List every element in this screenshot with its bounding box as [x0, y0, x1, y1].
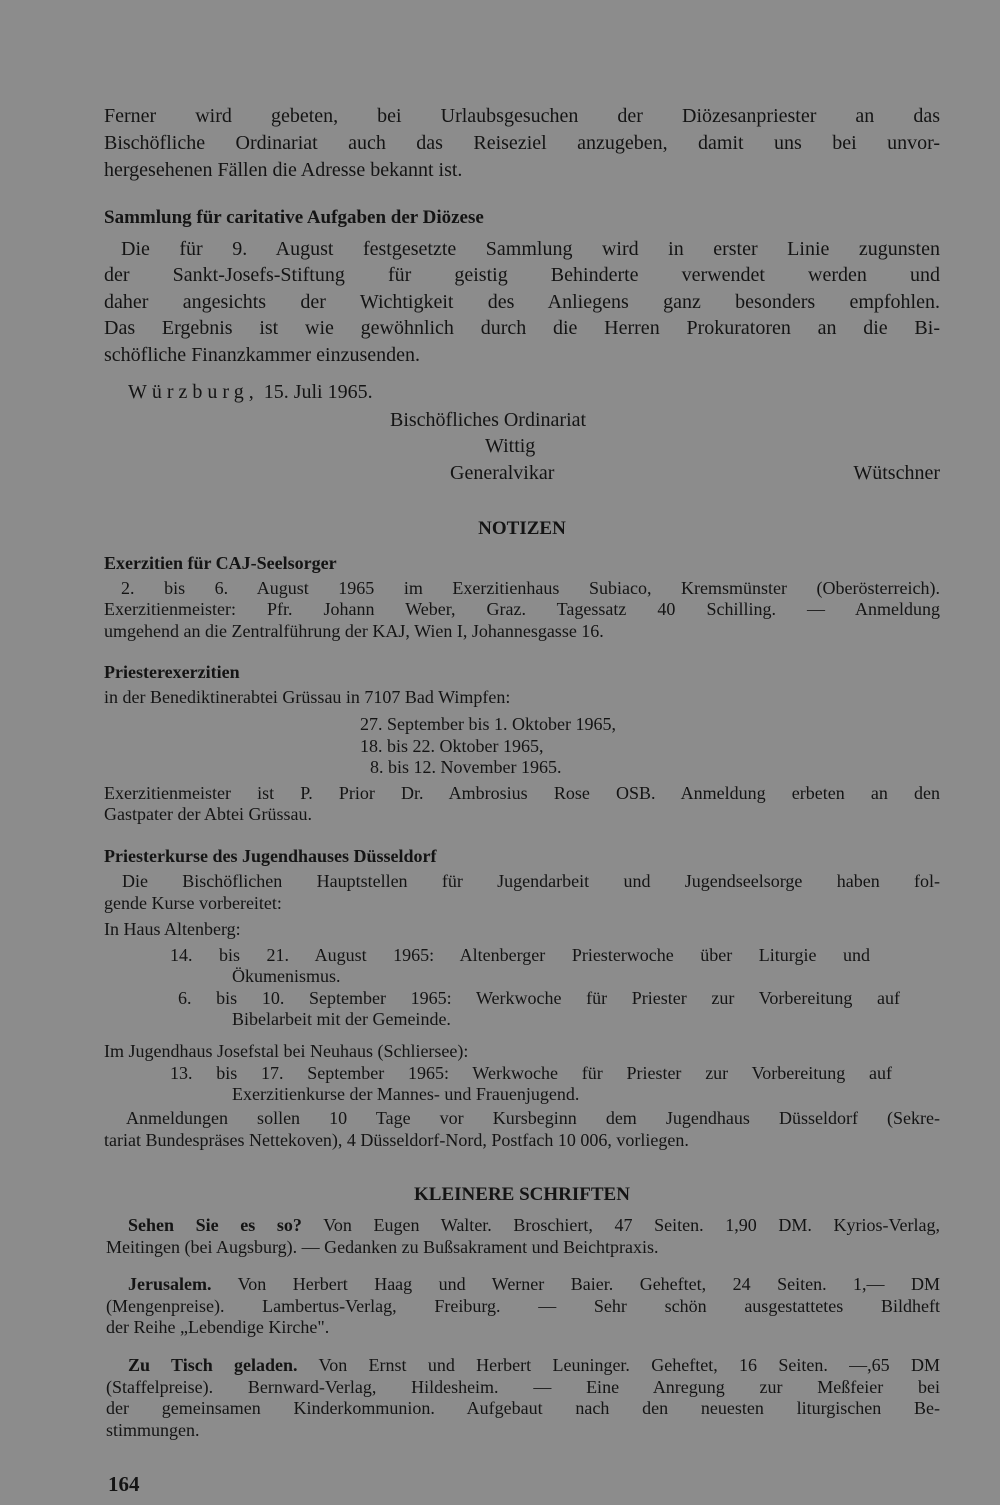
schrift-entry-first-line — [128, 1273, 940, 1295]
page-number: 164 — [108, 1472, 140, 1496]
schrift-entry-title: Sehen Sie es so? — [128, 1215, 302, 1235]
altenberg-item-line: 14. bis 21. August 1965: Altenberger Priesterwoche über Liturgie und — [170, 945, 870, 965]
altenberg-label: In Haus Altenberg: — [104, 919, 241, 939]
section-heading-priesterexerzitien: Priesterexerzitien — [104, 662, 240, 682]
josefstal-label: Im Jugendhaus Josefstal bei Neuhaus (Schliersee): — [104, 1041, 469, 1061]
priesterexerzitien-line: Gastpater der Abtei Grüssau. — [104, 804, 312, 824]
kleinere-schriften-title: KLEINERE SCHRIFTEN — [414, 1184, 630, 1205]
schrift-entry-line: (Staffelpreise). Bernward-Verlag, Hildesheim. — Eine Anregung zur Meßfeier bei — [106, 1377, 940, 1397]
priesterexerzitien-intro: in der Benediktinerabtei Grüssau in 7107 Bad Wimpfen: — [104, 687, 511, 707]
schrift-entry-line: stimmungen. — [106, 1420, 200, 1440]
caj-line: 2. bis 6. August 1965 im Exerzitienhaus Subiaco, Kremsmünster (Oberösterreich). — [121, 578, 940, 598]
urlaub-line: Ferner wird gebeten, bei Urlaubsgesuchen der Diözesanpriester an das — [104, 105, 940, 127]
josefstal-item-line: Exerzitienkurse der Mannes- und Frauenjugend. — [232, 1084, 580, 1104]
signature-office: Bischöfliches Ordinariat — [390, 409, 587, 431]
altenberg-item-line: Bibelarbeit mit der Gemeinde. — [232, 1009, 451, 1029]
sammlung-line: Die für 9. August festgesetzte Sammlung wird in erster Linie zugunsten — [121, 238, 940, 260]
sammlung-line: der Sankt-Josefs-Stiftung für geistig Behinderte verwendet werden und — [104, 264, 940, 286]
sammlung-line: daher angesichts der Wichtigkeit des Anliegens ganz besonders empfohlen. — [104, 291, 940, 313]
priesterexerzitien-line: Exerzitienmeister ist P. Prior Dr. Ambrosius Rose OSB. Anmeldung erbeten an den — [104, 783, 940, 803]
schrift-entry-first-line — [128, 1214, 940, 1236]
schrift-entry-first-line — [128, 1354, 940, 1376]
altenberg-item-line: 6. bis 10. September 1965: Werkwoche für Priester zur Vorbereitung auf — [178, 988, 900, 1008]
sammlung-line: schöfliche Finanzkammer einzusenden. — [104, 344, 420, 366]
priesterexerzitien-date: 18. bis 22. Oktober 1965, — [360, 736, 544, 756]
priesterkurse-intro-line: Die Bischöflichen Hauptstellen für Jugendarbeit und Jugendseelsorge haben fol- — [122, 871, 940, 891]
priesterkurse-closing-line: Anmeldungen sollen 10 Tage vor Kursbeginn dem Jugendhaus Düsseldorf (Sekre- — [126, 1108, 940, 1128]
notizen-title: NOTIZEN — [478, 518, 566, 539]
section-heading-caj: Exerzitien für CAJ-Seelsorger — [104, 553, 337, 573]
signature-title: Generalvikar — [450, 462, 555, 484]
schrift-entry-title: Zu Tisch geladen. — [128, 1355, 298, 1375]
caj-line: Exerzitienmeister: Pfr. Johann Weber, Graz. Tagessatz 40 Schilling. — Anmeldung — [104, 599, 940, 619]
priesterkurse-closing-line: tariat Bundespräses Nettekoven), 4 Düsseldorf-Nord, Postfach 10 006, vorliegen. — [104, 1130, 689, 1150]
dateline-date: 15. Juli 1965. — [263, 381, 373, 403]
section-heading-sammlung: Sammlung für caritative Aufgaben der Diözese — [104, 207, 484, 228]
priesterkurse-intro-line: gende Kurse vorbereitet: — [104, 893, 282, 913]
priesterexerzitien-date: 27. September bis 1. Oktober 1965, — [360, 714, 616, 734]
josefstal-item-line: 13. bis 17. September 1965: Werkwoche für Priester zur Vorbereitung auf — [170, 1063, 892, 1083]
schrift-entry-line: (Mengenpreise). Lambertus-Verlag, Freiburg. — Sehr schön ausgestattetes Bildheft — [106, 1296, 940, 1316]
priesterexerzitien-date: 8. bis 12. November 1965. — [370, 757, 562, 777]
urlaub-line: hergesehenen Fällen die Adresse bekannt ist. — [104, 159, 463, 181]
schrift-entry-title: Jerusalem. — [128, 1274, 212, 1294]
altenberg-item-line: Ökumenismus. — [232, 966, 341, 986]
sammlung-line: Das Ergebnis ist wie gewöhnlich durch die Herren Prokuratoren an die Bi- — [104, 317, 940, 339]
schrift-entry-text: Von Eugen Walter. Broschiert, 47 Seiten. 1,90 DM. Kyrios-Verlag, — [301, 1215, 940, 1235]
section-heading-priesterkurse: Priesterkurse des Jugendhauses Düsseldorf — [104, 846, 437, 866]
caj-line: umgehend an die Zentralführung der KAJ, Wien I, Johannesgasse 16. — [104, 621, 604, 641]
signature-name: Wittig — [485, 435, 536, 457]
dateline — [128, 380, 528, 404]
schrift-entry-line: der gemeinsamen Kinderkommunion. Aufgebaut nach den neuesten liturgischen Be- — [106, 1398, 940, 1418]
dateline-place: Würzburg, — [128, 381, 259, 403]
schrift-entry-line: der Reihe „Lebendige Kirche". — [106, 1317, 330, 1337]
schrift-entry-line: Meitingen (bei Augsburg). — Gedanken zu Bußsakrament und Beichtpraxis. — [106, 1237, 659, 1257]
schrift-entry-text: Von Herbert Haag und Werner Baier. Geheftet, 24 Seiten. 1,— DM — [211, 1274, 940, 1294]
signature-second-name: Wütschner — [853, 462, 940, 484]
schrift-entry-text: Von Ernst und Herbert Leuninger. Geheftet, 16 Seiten. —,65 DM — [297, 1355, 940, 1375]
urlaub-line: Bischöfliche Ordinariat auch das Reiseziel anzugeben, damit uns bei unvor- — [104, 132, 940, 154]
